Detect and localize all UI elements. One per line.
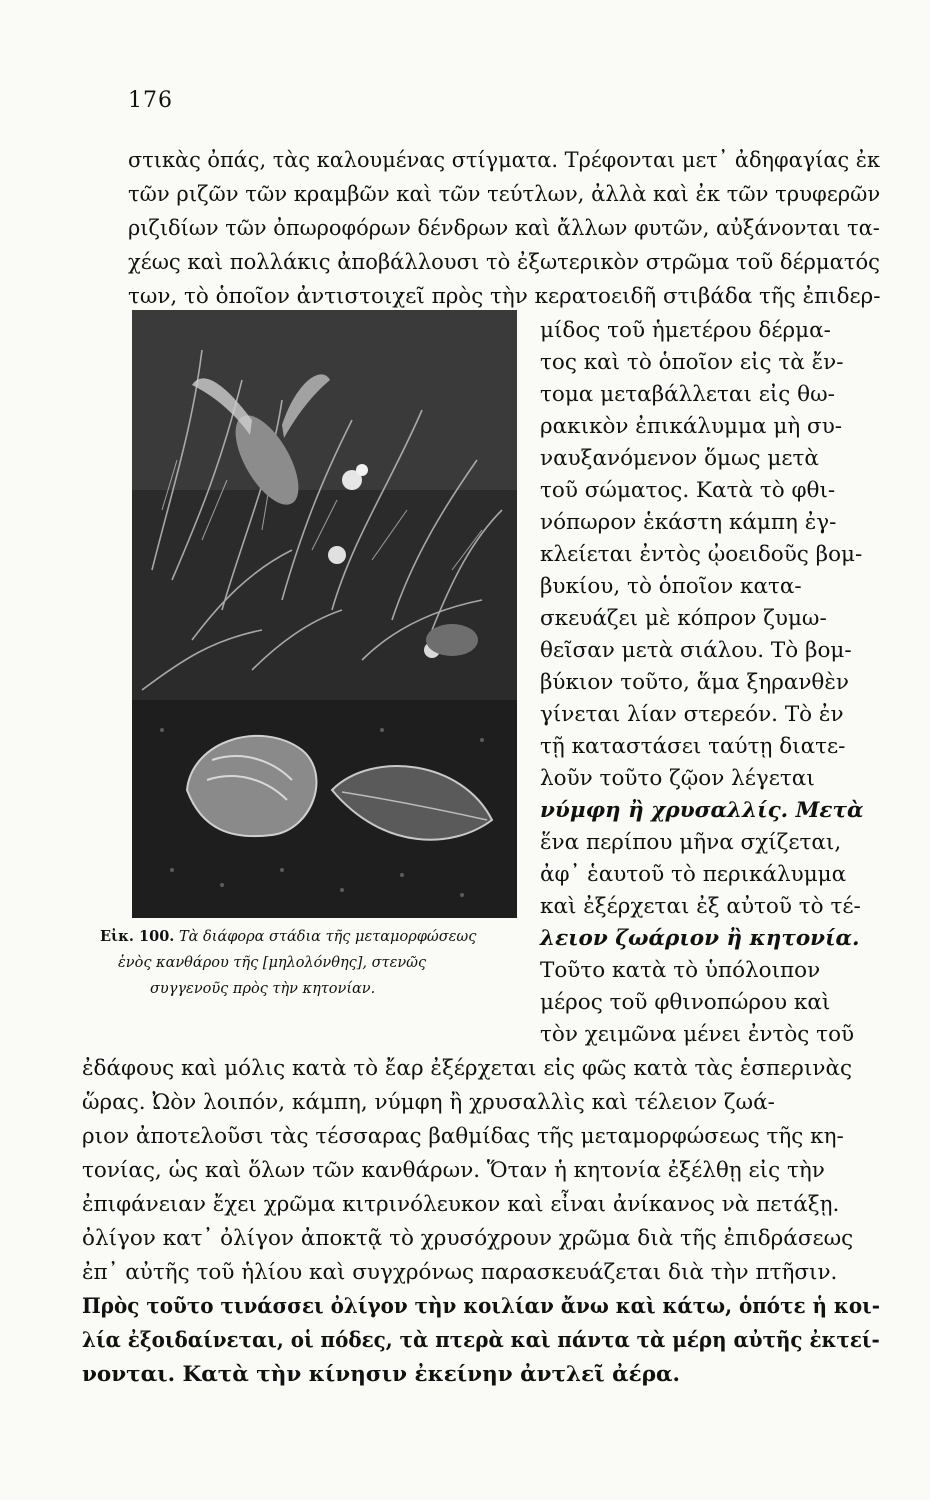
text-line: νονται. Κατὰ τὴν κίνησιν ἐκείνην ἀντλεῖ ἀέρα. <box>82 1362 681 1387</box>
text-line: τονίας, ὡς καὶ ὅλων τῶν κανθάρων. Ὅταν ἡ κητονία ἐξέλθῃ εἰς τὴν <box>82 1158 825 1183</box>
side-text-line: μέρος τοῦ φθινοπώρου καὶ <box>540 990 831 1015</box>
side-text-line: βύκιον τοῦτο, ἅμα ξηρανθὲν <box>540 670 849 695</box>
side-text-line: μίδος τοῦ ἡμετέρου δέρμα- <box>540 318 831 343</box>
figure-caption-text: Τὰ διάφορα στάδια τῆς μεταμορφώσεως <box>178 929 477 945</box>
side-text-line: καὶ ἐξέρχεται ἐξ αὐτοῦ τὸ τέ- <box>540 894 861 919</box>
side-text-line: γίνεται λίαν στερεόν. Τὸ ἐν <box>540 702 844 727</box>
side-text-line: τὸν χειμῶνα μένει ἐντὸς τοῦ <box>540 1022 855 1047</box>
figure-label: Εἰκ. 100. <box>100 928 175 945</box>
side-text-line: θεῖσαν μετὰ σιάλου. Τὸ βομ- <box>540 638 852 663</box>
side-text-line: νύμφη ἢ χρυσαλλίς. Μετὰ <box>540 798 864 823</box>
text-line: λία ἐξοιδαίνεται, οἱ πόδες, τὰ πτερὰ καὶ πάντα τὰ μέρη αὐτῆς ἐκτεί- <box>82 1328 880 1353</box>
side-text-line: ρακικὸν ἐπικάλυμμα μὴ συ- <box>540 414 843 439</box>
text-line: ριζιδίων τῶν ὀπωροφόρων δένδρων καὶ ἄλλων φυτῶν, αὐξάνονται τα- <box>128 216 880 241</box>
side-text-line: βυκίου, τὸ ὁποῖον κατα- <box>540 574 802 599</box>
text-line: ἐπ᾽ αὐτῆς τοῦ ἡλίου καὶ συγχρόνως παρασκευάζεται διὰ τὴν πτῆσιν. <box>82 1260 838 1285</box>
text-line: ἐδάφους καὶ μόλις κατὰ τὸ ἔαρ ἐξέρχεται εἰς φῶς κατὰ τὰς ἑσπερινὰς <box>82 1056 853 1081</box>
figure-caption-line: συγγενοῦς πρὸς τὴν κητονίαν. <box>150 981 376 997</box>
side-text-line: τος καὶ τὸ ὁποῖον εἰς τὰ ἔν- <box>540 350 844 375</box>
text-line: ὀλίγον κατ᾽ ὀλίγον ἀποκτᾷ τὸ χρυσόχρουν χρῶμα διὰ τῆς ἐπιδράσεως <box>82 1226 854 1251</box>
side-text-line: κλείεται ἐντὸς ᾠοειδοῦς βομ- <box>540 542 863 567</box>
side-text-line: λοῦν τοῦτο ζῷον λέγεται <box>540 766 815 791</box>
text-line: στικὰς ὀπάς, τὰς καλουμένας στίγματα. Τρέφονται μετ᾽ ἀδηφαγίας ἐκ <box>128 148 881 173</box>
side-text-line: τομα μεταβάλλεται εἰς θω- <box>540 382 835 407</box>
text-line: των, τὸ ὁποῖον ἀντιστοιχεῖ πρὸς τὴν κερατοειδῆ στιβάδα τῆς ἐπιδερ- <box>128 284 881 309</box>
figure-caption-line <box>100 930 476 945</box>
text-line: ριον ἀποτελοῦσι τὰς τέσσαρας βαθμίδας τῆς μεταμορφώσεως τῆς κη- <box>82 1124 844 1149</box>
beetle-metamorphosis-image <box>132 310 517 918</box>
side-text-line: ἀφ᾽ ἑαυτοῦ τὸ περικάλυμμα <box>540 862 847 887</box>
figure-illustration <box>132 310 517 918</box>
side-text-line: νόπωρον ἑκάστη κάμπη ἐγ- <box>540 510 837 535</box>
text-line: χέως καὶ πολλάκις ἀποβάλλουσι τὸ ἐξωτερικὸν στρῶμα τοῦ δέρματός <box>128 250 880 275</box>
side-text-line: τῇ καταστάσει ταύτῃ διατε- <box>540 734 846 759</box>
text-line: τῶν ριζῶν τῶν κραμβῶν καὶ τῶν τεύτλων, ἀλλὰ καὶ ἐκ τῶν τρυφερῶν <box>128 182 881 207</box>
figure-caption-line: ἑνὸς κανθάρου τῆς [μηλολόνθης], στενῶς <box>118 955 427 971</box>
text-line: ὥρας. Ὠὸν λοιπόν, κάμπη, νύμφη ἢ χρυσαλλὶς καὶ τέλειον ζωά- <box>82 1090 775 1115</box>
side-text-line: Τοῦτο κατὰ τὸ ὑπόλοιπον <box>540 958 821 983</box>
page-number: 176 <box>128 88 173 113</box>
side-text-line: ἕνα περίπου μῆνα σχίζεται, <box>540 830 842 855</box>
cocoon-figure <box>426 624 478 656</box>
side-text-line: τοῦ σώματος. Κατὰ τὸ φθι- <box>540 478 836 503</box>
side-text-line: σκευάζει μὲ κόπρον ζυμω- <box>540 606 827 631</box>
side-text-line: ναυξανόμενον ὅμως μετὰ <box>540 446 819 471</box>
side-text-line: λειον ζωάριον ἢ κητονία. <box>540 926 860 951</box>
text-line: Πρὸς τοῦτο τινάσσει ὀλίγον τὴν κοιλίαν ἄνω καὶ κάτω, ὁπότε ἡ κοι- <box>82 1294 880 1319</box>
text-line: ἐπιφάνειαν ἔχει χρῶμα κιτρινόλευκον καὶ εἶναι ἀνίκανος νὰ πετάξῃ. <box>82 1192 840 1217</box>
